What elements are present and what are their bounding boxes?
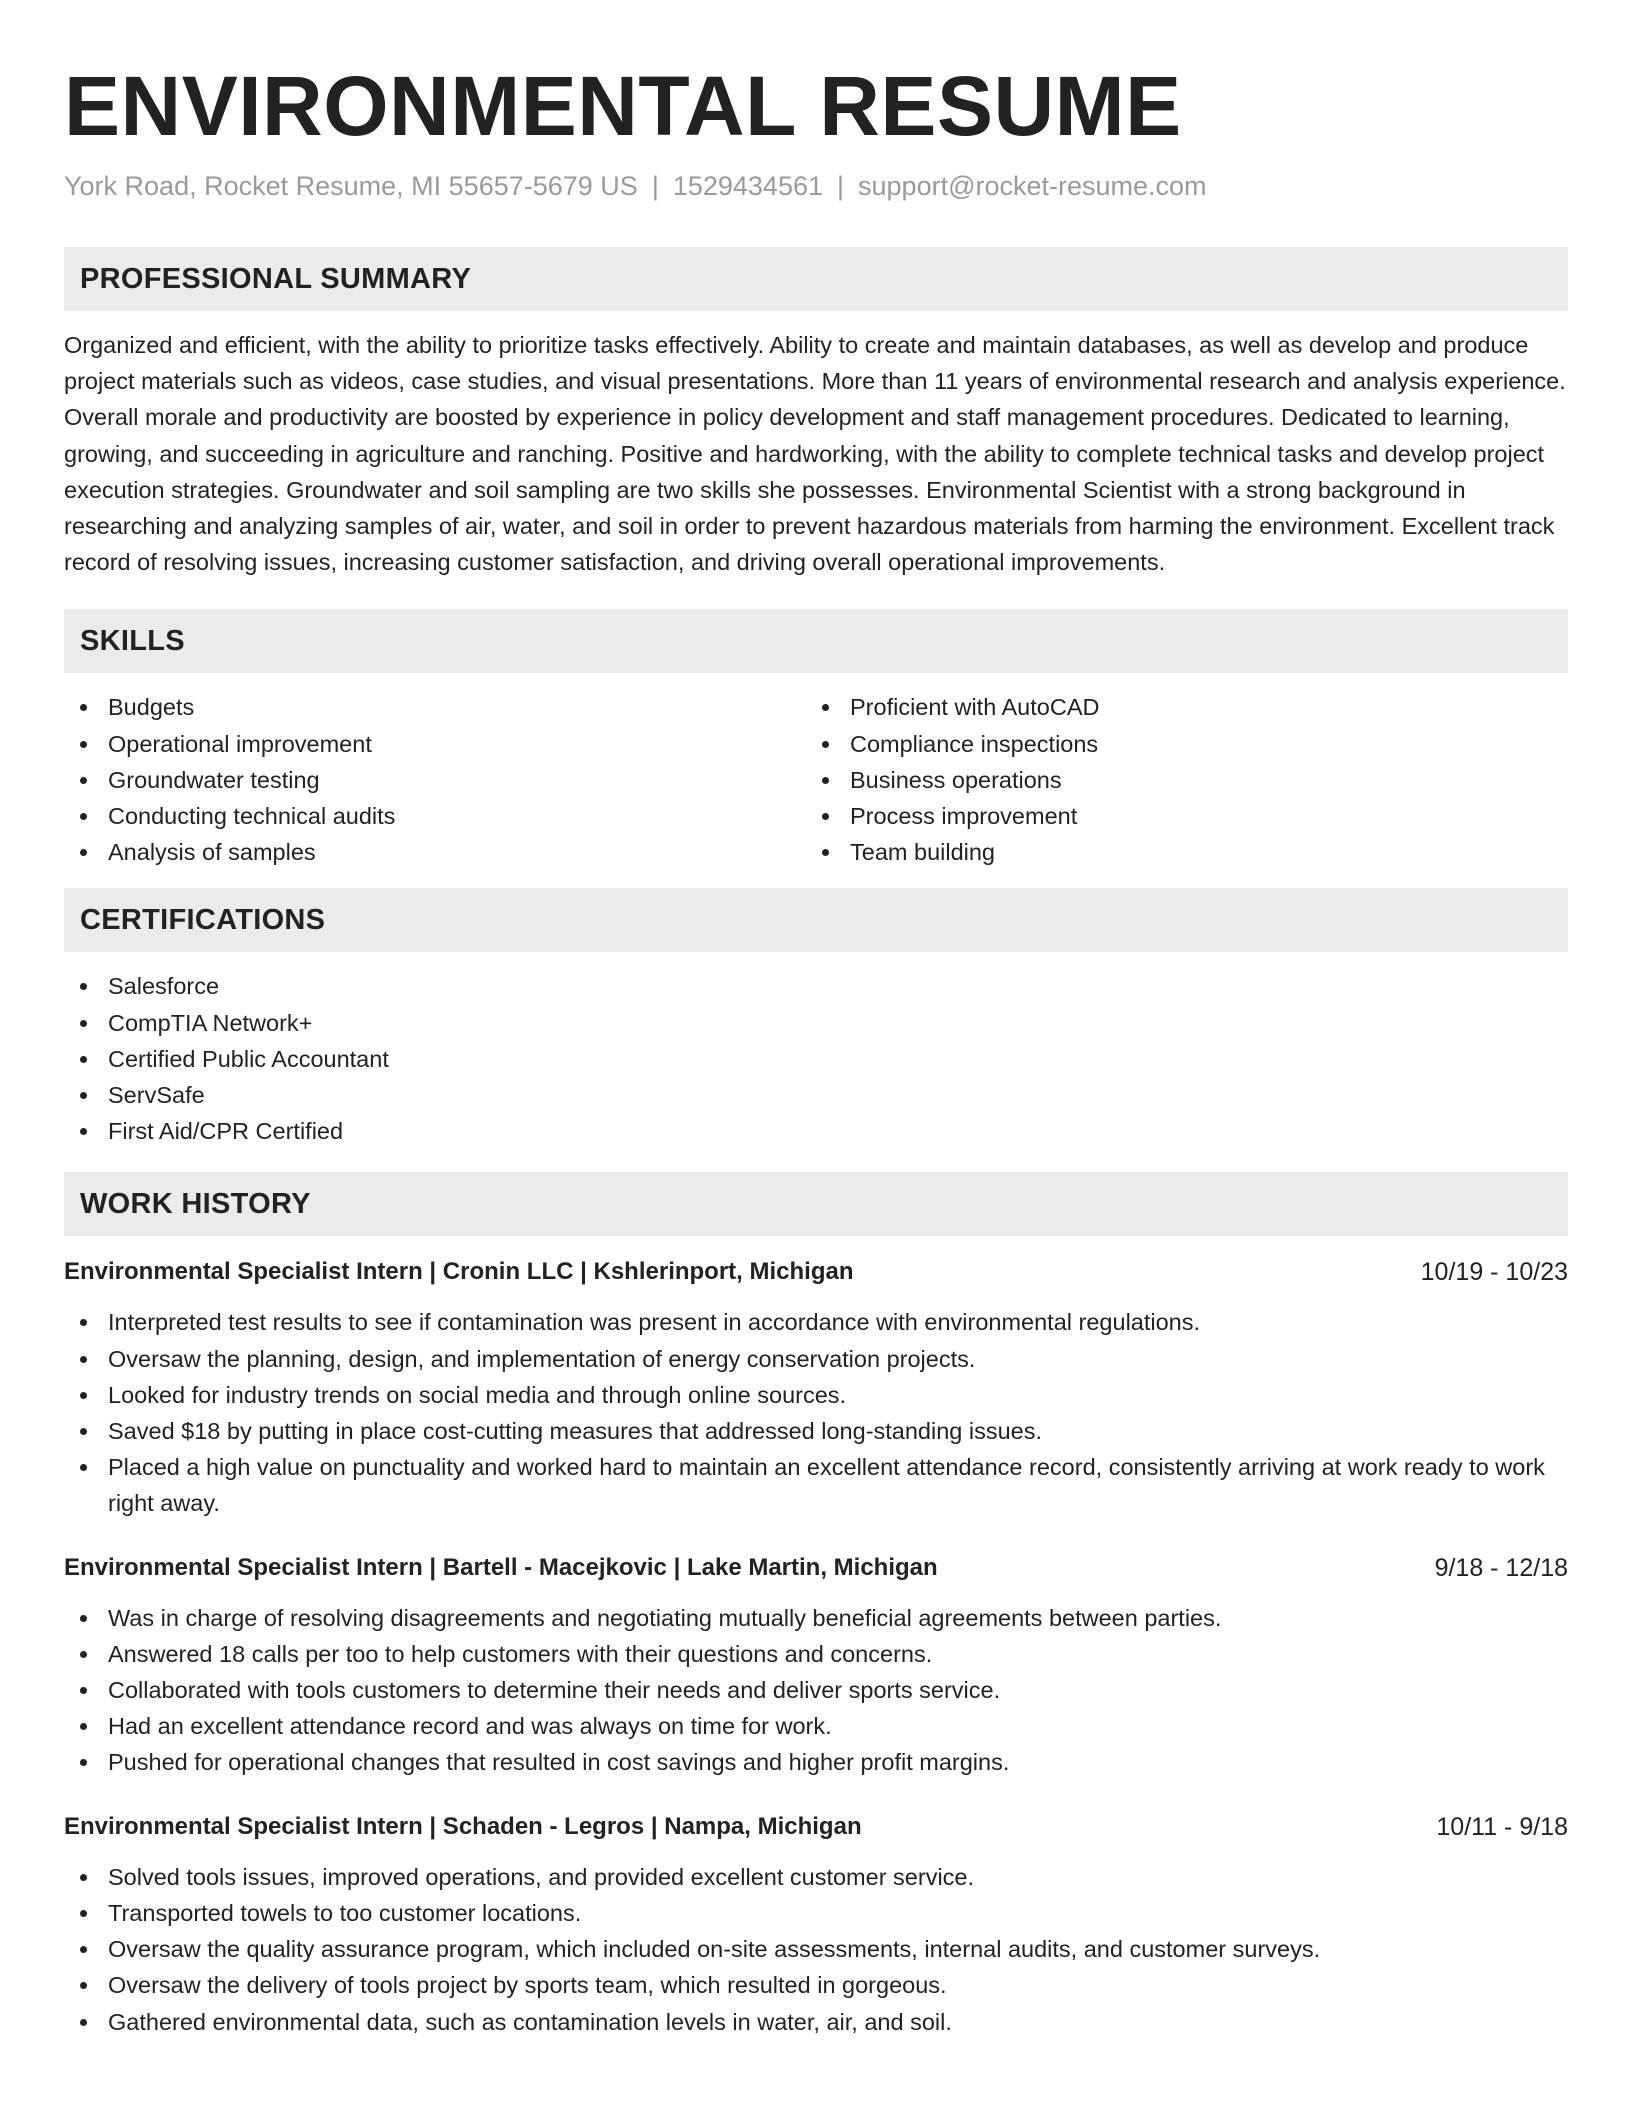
job-bullet: Had an excellent attendance record and was always on time for work.: [64, 1708, 1568, 1744]
contact-phone: 1529434561: [672, 171, 823, 201]
job-header: [64, 1550, 1568, 1586]
skill-item: Budgets: [64, 689, 806, 725]
job-bullets: [64, 1859, 1568, 2040]
skills-list-left: [64, 689, 806, 870]
skills-grid: [64, 689, 1568, 870]
skill-item: Operational improvement: [64, 726, 806, 762]
certification-item: Certified Public Accountant: [64, 1041, 1568, 1077]
section-header-certifications: CERTIFICATIONS: [64, 888, 1568, 952]
job-bullet: Interpreted test results to see if contamination was present in accordance with environmental regulations.: [64, 1304, 1568, 1340]
job-bullets: [64, 1304, 1568, 1521]
job-bullets: [64, 1600, 1568, 1781]
resume-title: ENVIRONMENTAL RESUME: [64, 59, 1182, 153]
job-title: Environmental Specialist Intern | Bartell - Macejkovic | Lake Martin, Michigan: [64, 1553, 938, 1581]
skill-item: Proficient with AutoCAD: [806, 689, 1548, 725]
certification-item: Salesforce: [64, 968, 1568, 1004]
resume-page: [64, 0, 1568, 2040]
contact-line: [64, 168, 1568, 204]
job-bullet: Oversaw the delivery of tools project by sports team, which resulted in gorgeous.: [64, 1967, 1568, 2003]
job-dates: 10/19 - 10/23: [1420, 1258, 1568, 1287]
contact-separator: |: [837, 171, 845, 201]
contact-email: support@rocket-resume.com: [858, 171, 1207, 201]
job-dates: 10/11 - 9/18: [1436, 1812, 1568, 1841]
job-entry: [64, 1550, 1568, 1781]
job-bullet: Answered 18 calls per too to help customers with their questions and concerns.: [64, 1636, 1568, 1672]
job-title: Environmental Specialist Intern | Cronin LLC | Kshlerinport, Michigan: [64, 1258, 854, 1286]
section-header-skills: SKILLS: [64, 609, 1568, 673]
job-bullet: Looked for industry trends on social media and through online sources.: [64, 1377, 1568, 1413]
certification-item: First Aid/CPR Certified: [64, 1113, 1568, 1149]
skill-item: Groundwater testing: [64, 762, 806, 798]
job-bullet: Was in charge of resolving disagreements and negotiating mutually beneficial agreements between parties.: [64, 1600, 1568, 1636]
contact-separator: |: [651, 171, 659, 201]
skill-item: Team building: [806, 834, 1548, 870]
skills-list-right: [806, 689, 1548, 870]
job-bullet: Gathered environmental data, such as contamination levels in water, air, and soil.: [64, 2004, 1568, 2040]
job-bullet: Oversaw the planning, design, and implementation of energy conservation projects.: [64, 1341, 1568, 1377]
job-header: [64, 1809, 1568, 1845]
job-entry: [64, 1809, 1568, 2040]
job-bullet: Saved $18 by putting in place cost-cutting measures that addressed long-standing issues.: [64, 1413, 1568, 1449]
section-header-work-history: WORK HISTORY: [64, 1172, 1568, 1236]
certification-item: ServSafe: [64, 1077, 1568, 1113]
skill-item: Process improvement: [806, 798, 1548, 834]
section-header-summary: PROFESSIONAL SUMMARY: [64, 247, 1568, 311]
contact-address: York Road, Rocket Resume, MI 55657-5679 US: [64, 171, 638, 201]
certifications-list: [64, 968, 1568, 1149]
job-bullet: Transported towels to too customer locations.: [64, 1895, 1568, 1931]
job-bullet: Placed a high value on punctuality and worked hard to maintain an excellent attendance record, consistently arriving at work ready to work right away.: [64, 1449, 1568, 1521]
job-bullet: Solved tools issues, improved operations, and provided excellent customer service.: [64, 1859, 1568, 1895]
job-dates: 9/18 - 12/18: [1434, 1553, 1568, 1582]
job-title: Environmental Specialist Intern | Schaden - Legros | Nampa, Michigan: [64, 1812, 862, 1840]
skill-item: Business operations: [806, 762, 1548, 798]
summary-text: Organized and efficient, with the ability to prioritize tasks effectively. Ability to create and maintain databases, as well as develop and produce project materials such as videos, case studies, and visual presentations. More than 11 years of environmental research and analysis experience. Overall morale and productivity are boosted by experience in policy development and staff management procedures. Dedicated to learning, growing, and succeeding in agriculture and ranching. Positive and hardworking, with the ability to complete technical tasks and develop project execution strategies. Groundwater and soil sampling are two skills she possesses. Environmental Scientist with a strong background in researching and analyzing samples of air, water, and soil in order to prevent hazardous materials from harming the environment. Excellent track record of resolving issues, increasing customer satisfaction, and driving overall operational improvements.: [64, 332, 1566, 576]
skill-item: Analysis of samples: [64, 834, 806, 870]
job-bullet: Collaborated with tools customers to determine their needs and deliver sports service.: [64, 1672, 1568, 1708]
skill-item: Conducting technical audits: [64, 798, 806, 834]
job-header: [64, 1254, 1568, 1290]
job-bullet: Pushed for operational changes that resulted in cost savings and higher profit margins.: [64, 1744, 1568, 1780]
skill-item: Compliance inspections: [806, 726, 1548, 762]
job-entry: [64, 1254, 1568, 1521]
certification-item: CompTIA Network+: [64, 1005, 1568, 1041]
job-bullet: Oversaw the quality assurance program, which included on-site assessments, internal audits, and customer surveys.: [64, 1931, 1568, 1967]
